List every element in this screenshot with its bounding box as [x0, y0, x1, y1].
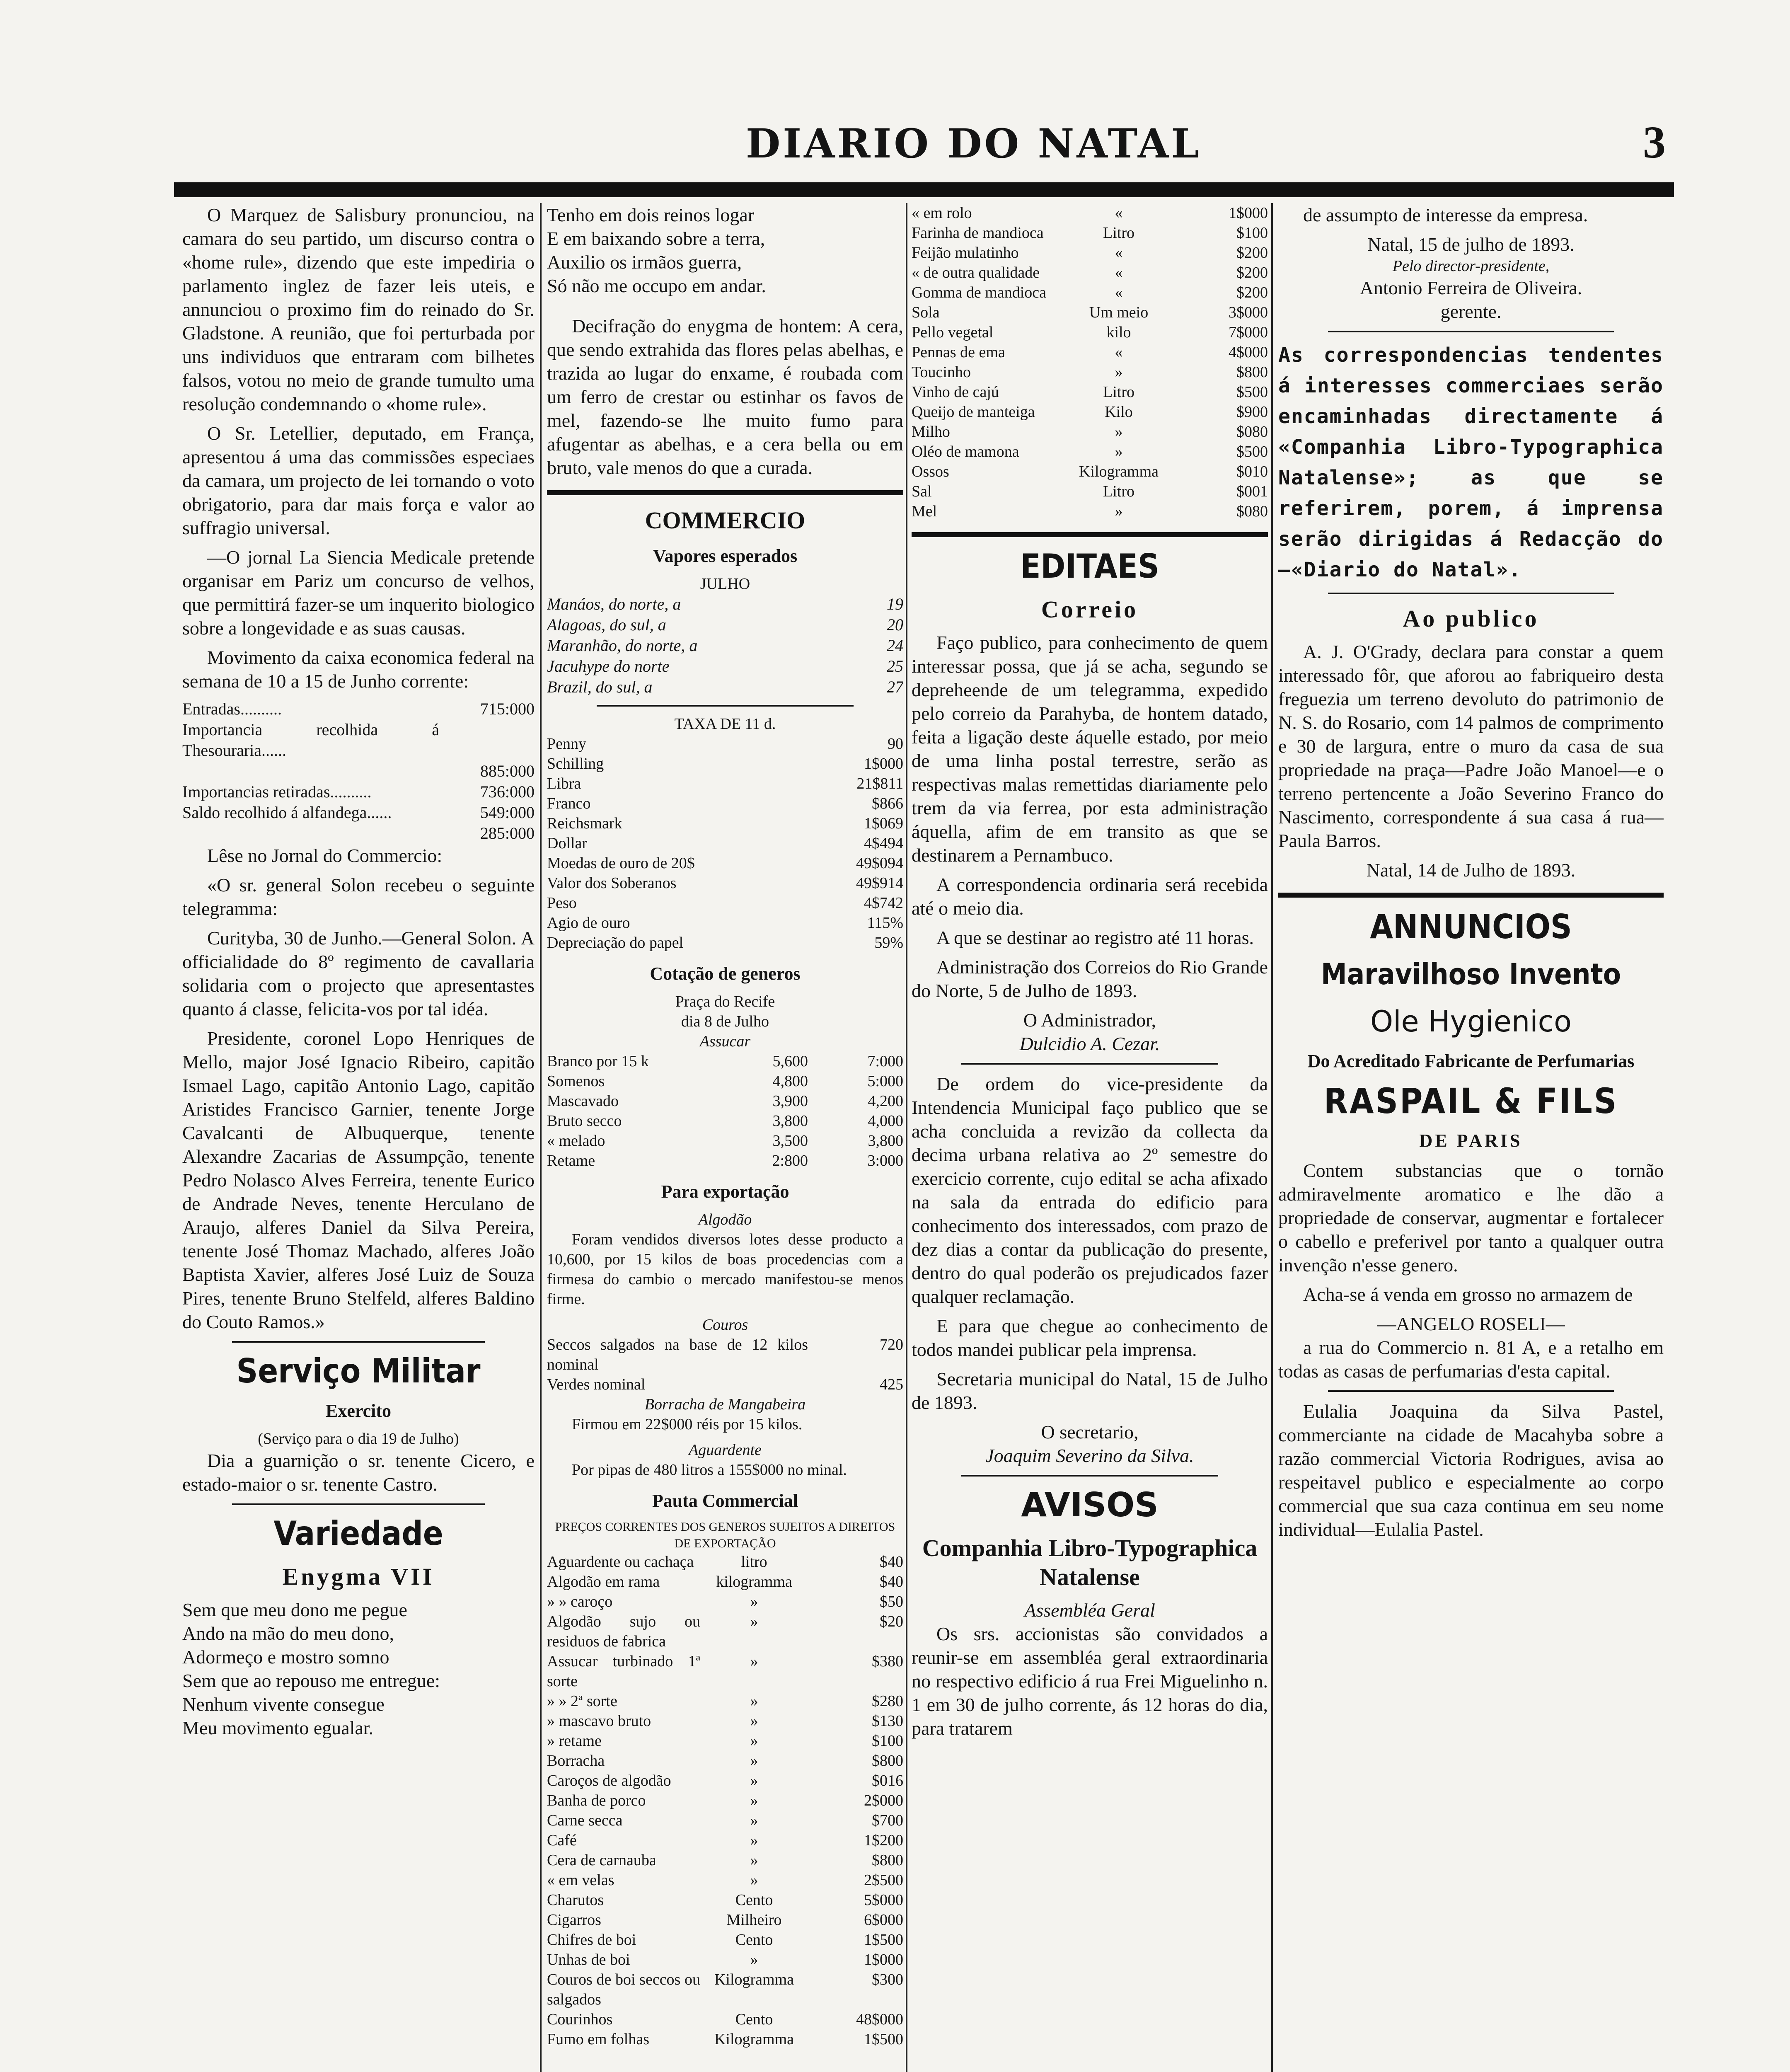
table-row: Retame 2:800 3:000 — [547, 1152, 903, 1169]
table-row: Verdes nominal 425 — [547, 1376, 903, 1393]
table-row: Pennas de ema « 4$000 — [912, 344, 1268, 361]
list-item: Brazil, do sul, a 27 — [547, 678, 903, 696]
table-row: Dollar 4$494 — [547, 835, 903, 852]
table-row: Aguardente ou cachaça litro $40 — [547, 1553, 903, 1571]
raspail-heading: RASPAIL & FILS — [1323, 1081, 1618, 1121]
table-row: « de outra qualidade « $200 — [912, 264, 1268, 281]
enygma-heading: Enygma VII — [282, 1563, 435, 1590]
poem-line: Só não me occupo em andar. — [547, 275, 766, 296]
article-solon: «O sr. general Solon recebeu o seguinte telegramma: — [182, 874, 535, 919]
column-4 — [1278, 203, 1664, 2072]
table-row: Agio de ouro 115% — [547, 914, 903, 932]
table-row: Gomma de mandioca « $200 — [912, 284, 1268, 301]
table-row: Pello vegetal kilo 7$000 — [912, 324, 1268, 341]
decifracao: Decifração do enygma de hontem: A cera, que sendo extrahida das flores pelas abelhas, e trazida ao lugar do enxame, é roubada com um ferro de crestar ou estinhar os favos de mel, fazendo-se lhe muito fumo para afugentar as abelhas, e a cera bella ou em bruto, vale menos do que a curada. — [547, 315, 903, 478]
algodao-heading: Algodão — [698, 1211, 752, 1228]
ledger-row: Saldo recolhido á alfandega...... 549:000 — [182, 803, 535, 822]
taxa-heading: TAXA DE 11 d. — [674, 715, 776, 733]
table-row: Assucar turbinado 1ª sorte » $380 — [547, 1653, 903, 1690]
correio-heading: Correio — [1041, 596, 1139, 623]
table-row: Milho » $080 — [912, 423, 1268, 441]
ledger-row: Importancias retiradas.......... 736:000 — [182, 782, 535, 801]
cotacao-heading: Cotação de generos — [650, 963, 801, 984]
masthead-rule — [174, 182, 1674, 197]
table-row: Vinho de cajú Litro $500 — [912, 383, 1268, 401]
column-2 — [547, 203, 903, 2072]
column-divider — [540, 203, 542, 2072]
pauta-table-continued — [912, 203, 1268, 521]
de-paris-heading: DE PARIS — [1419, 1130, 1523, 1151]
list-item: Manáos, do norte, a 19 — [547, 595, 903, 613]
signature-title: O Administrador, — [1023, 1009, 1156, 1031]
table-row: Bruto secco 3,800 4,000 — [547, 1112, 903, 1130]
newspaper-title: DIARIO DO NATAL — [746, 120, 1202, 167]
list-item: Alagoas, do sul, a 20 — [547, 615, 903, 634]
eulalia-text: Eulalia Joaquina da Silva Pastel, commerciante na cidade de Macahyba sobre a razão commercial Victoria Rodrigues, avisa ao respeitavel publico e especialmente ao corpo commercial que sua caza continua em seu nome individual—Eulalia Pastel. — [1278, 1401, 1664, 1540]
avisos-text: Os srs. accionistas são convidados a reunir-se em assembléa geral extraordinaria no respectivo edificio á rua Frei Miguelinho n. 1 em 30 de julho corrente, ás 12 horas do dia, para tratarem — [912, 1623, 1268, 1739]
correio-text: A que se destinar ao registro até 11 horas. — [936, 927, 1254, 948]
pauta-heading: Pauta Commercial — [652, 1491, 798, 1511]
signature-title: O secretario, — [1041, 1421, 1139, 1443]
ledger-row: Importancia recolhida á Thesouraria...... — [182, 720, 439, 760]
table-row: Somenos 4,800 5:000 — [547, 1072, 903, 1090]
table-row: Reichsmark 1$069 — [547, 815, 903, 832]
exercito-subheading: Exercito — [325, 1401, 392, 1421]
intendencia-text: De ordem do vice-presidente da Intendencia Municipal faço publico que se acha concluida a revizão da collecta da decima urbana relativa ao 2º semestre do exercicio corrente, cujo edital se acha afixado na sala da entrada do edificio para conhecimento dos interessados, com prazo de dez dias a contar da publicação do presente, dentro do qual poderão os prejudicados fazer qualquer reclamação. — [912, 1073, 1268, 1307]
table-row: Seccos salgados na base de 12 kilos nominal 720 — [547, 1336, 903, 1373]
table-row: Café » 1$200 — [547, 1832, 903, 1849]
article-salisbury: O Marquez de Salisbury pronunciou, na camara do seu partido, um discurso contra o «home rule», dizendo que este impediria o parlamento inglez de fazer leis uteis, e annunciou o proximo fim do reinado do Sr. Gladstone. A reunião, que foi perturbada por uns individuos que entraram com bilhetes falsos, votou no meio de grande tumulto uma resolução condemnando o «home rule». — [182, 204, 535, 414]
table-row: » » 2ª sorte » $280 — [547, 1692, 903, 1710]
page-number: 3 — [1643, 117, 1666, 167]
table-row: Feijão mulatinho « $200 — [912, 244, 1268, 261]
commercio-heading: COMMERCIO — [645, 507, 806, 534]
poem-line: Adormeço e mostro somno — [182, 1646, 389, 1668]
table-row: « melado 3,500 3,800 — [547, 1132, 903, 1150]
separator — [547, 490, 903, 495]
table-row: Penny 90 — [547, 735, 903, 753]
exportacao-heading: Para exportação — [661, 1181, 789, 1202]
assembleia-heading: Assembléa Geral — [1024, 1600, 1155, 1621]
table-row: Peso 4$742 — [547, 894, 903, 912]
ole-text: Acha-se á venda em grosso no armazem de — [1303, 1284, 1633, 1305]
poem-line: Sem que meu dono me pegue — [182, 1599, 407, 1620]
separator — [232, 1341, 485, 1343]
algodao-text: Foram vendidos diversos lotes desse producto a 10,600, por 15 kilos de boas procedencias com a firmesa do cambio o mercado manifestou-se menos firme. — [547, 1231, 903, 1308]
column-1 — [182, 203, 535, 2072]
table-row: Valor dos Soberanos 49$914 — [547, 874, 903, 892]
table-row: Mascavado 3,900 4,200 — [547, 1092, 903, 1110]
correio-text: Faço publico, para conhecimento de quem interessar possa, que já se acha, segundo se depreheende de um telegramma, expedido pelo correio da Parahyba, de hontem datado, feita a ligação deste áquelle estado, por meio de uma linha postal terrestre, serão as respectivas malas remettidas diariamente pelo trem da via ferrea, por esta administração áquella, afim de em transito as que se destinarem a Pernambuco. — [912, 632, 1268, 866]
aguardente-text: Por pipas de 480 litros a 155$000 no minal. — [572, 1461, 847, 1479]
table-row: Sola Um meio 3$000 — [912, 304, 1268, 321]
poem-line: Ando na mão do meu dono, — [182, 1623, 394, 1644]
table-row: Borracha » $800 — [547, 1752, 903, 1769]
ledger-row: 285:000 — [480, 824, 535, 842]
column-divider — [1271, 203, 1273, 2072]
table-row: Algodão em rama kilogramma $40 — [547, 1573, 903, 1590]
poem-line: Auxilio os irmãos guerra, — [547, 252, 742, 273]
roseli-text: a rua do Commercio n. 81 A, e a retalho em todas as casas de perfumarias d'esta capital. — [1278, 1337, 1664, 1382]
table-row: Courinhos Cento 48$000 — [547, 2011, 903, 2028]
table-row: Branco por 15 k 5,600 7:000 — [547, 1053, 903, 1070]
ao-publico-text: A. J. O'Grady, declara para constar a quem interessado fôr, que aforou ao fabriqueiro desta freguezia um terreno devoluto do patrimonio de N. S. do Rosario, com 14 palmos de comprimento e 30 de largura, entre o muro da casa de sua propriedade na praça—Padre João Manoel—e o terreno pertencente a João Severino Franco do Nascimento, correspondente á sua casa á rua—Paula Barros. — [1278, 641, 1664, 851]
table-row: Franco $866 — [547, 795, 903, 812]
column-divider — [906, 203, 907, 2072]
table-row: « em velas » 2$500 — [547, 1871, 903, 1889]
poem-line: Sem que ao repouso me entregue: — [182, 1670, 440, 1691]
ao-publico-heading: Ao publico — [1403, 605, 1539, 632]
notice-text: de assumpto de interesse da empresa. — [1303, 204, 1588, 225]
article-officiais: Presidente, coronel Lopo Henriques de Mello, major José Ignacio Ribeiro, capitão Ismael Lago, capitão Antonio Lago, capitão Aristides Francisco Garnier, tenente Jorge Cavalcanti de Albuquerque, tenente Alexandre Zacarias de Assumpção, tenente Pedro Nolasco Alves Ferreira, tenente Eurico de Andrade Neves, tenente Herculano de Araujo, alferes Daniel da Silva Pereira, tenente José Thomaz Machado, alferes João Baptista Xavier, alferes José Luiz de Souza Pires, tenente Bruno Stelfeld, alferes Baldino do Couto Ramos.» — [182, 1028, 535, 1332]
table-row: Sal Litro $001 — [912, 483, 1268, 500]
separator — [1328, 1390, 1614, 1392]
servico-militar-heading: Serviço Militar — [236, 1352, 481, 1390]
table-row: Queijo de manteiga Kilo $900 — [912, 403, 1268, 421]
couros-heading: Couros — [702, 1316, 748, 1334]
article-caixa-economica: Movimento da caixa economica federal na semana de 10 a 15 de Junho corrente: — [182, 647, 535, 692]
column-3 — [912, 203, 1268, 2072]
assucar-heading: Assucar — [699, 1033, 751, 1050]
companhia-heading: Companhia Libro-Typographica Natalense — [922, 1535, 1258, 1590]
pauta-subheading: PREÇOS CORRENTES DOS GENEROS SUJEITOS A DIREITOS DE EXPORTAÇÃO — [555, 1520, 895, 1550]
table-row: » retame » $100 — [547, 1732, 903, 1750]
assucar-table — [547, 1051, 903, 1171]
notice-name: Antonio Ferreira de Oliveira. — [1359, 277, 1582, 298]
variedade-heading: Variedade — [273, 1514, 443, 1553]
table-row: Cigarros Milheiro 6$000 — [547, 1911, 903, 1929]
poem-line: E em baixando sobre a terra, — [547, 228, 765, 249]
invento-heading: Maravilhoso Invento — [1321, 957, 1621, 991]
ole-text: Contem substancias que o tornão admiravelmente aromatico e lhe dão a propriedade de conservar, augmentar e fortalecer o cabello e preferivel por tanto a qualquer outra invenção n'esse genero. — [1278, 1160, 1664, 1276]
ledger — [182, 699, 535, 844]
separator — [1278, 893, 1664, 898]
table-row: Algodão sujo ou residuos de fabrica » $20 — [547, 1613, 903, 1650]
table-row: Moedas de ouro de 20$ 49$094 — [547, 854, 903, 872]
editaes-heading: EDITAES — [1020, 547, 1159, 586]
enygma-poem-continued — [547, 203, 903, 298]
article-siencia-medicale: —O jornal La Siencia Medicale pretende organisar em Pariz um concurso de velhos, que permittirá fazer-se um inquerito biologico sobre a longevidade e as suas causas. — [182, 547, 535, 639]
notice-name-role: gerente. — [1440, 301, 1502, 322]
roseli-name: —ANGELO ROSELI— — [1377, 1313, 1565, 1334]
annuncios-heading: ANNUNCIOS — [1370, 908, 1572, 946]
separator — [232, 1503, 485, 1505]
table-row: Mel » $080 — [912, 503, 1268, 520]
table-row: Chifres de boi Cento 1$500 — [547, 1931, 903, 1949]
masthead — [174, 117, 1674, 182]
table-row: Ossos Kilogramma $010 — [912, 463, 1268, 480]
table-row: Cera de carnauba » $800 — [547, 1852, 903, 1869]
ledger-row: Entradas.......... 715:000 — [182, 700, 535, 718]
poem-line: Tenho em dois reinos logar — [547, 204, 755, 225]
ao-publico-date: Natal, 14 de Julho de 1893. — [1366, 859, 1576, 881]
table-row: Libra 21$811 — [547, 775, 903, 792]
fabricante-heading: Do Acreditado Fabricante de Perfumarias — [1307, 1051, 1635, 1071]
separator — [961, 1063, 1218, 1065]
table-row: Charutos Cento 5$000 — [547, 1891, 903, 1909]
list-item: Maranhão, do norte, a 24 — [547, 636, 903, 655]
table-row: Caroços de algodão » $016 — [547, 1772, 903, 1789]
list-item: Jacuhype do norte 25 — [547, 657, 903, 675]
correio-text: Administração dos Correios do Rio Grande do Norte, 5 de Julho de 1893. — [912, 956, 1268, 1001]
enygma-poem — [182, 1598, 535, 1740]
correspondence-notice: As correspondencias tendentes á interesses commerciaes serão encaminhadas directamente á «Companhia Libro-Typographica Natalense»; as que se referirem, porem, á imprensa serão dirigidas á Redacção do —«Diario do Natal». — [1278, 344, 1664, 581]
taxa-table — [547, 734, 903, 953]
ole-heading: Ole Hygienico — [1370, 1005, 1572, 1038]
vapores-month: JULHO — [700, 575, 750, 593]
separator — [1328, 331, 1614, 332]
poem-line: Nenhum vivente consegue — [182, 1694, 385, 1715]
servico-date: (Serviço para o dia 19 de Julho) — [258, 1430, 459, 1447]
table-row: Unhas de boi » 1$000 — [547, 1951, 903, 1968]
table-row: « em rolo « 1$000 — [912, 204, 1268, 222]
table-row: Toucinho » $800 — [912, 363, 1268, 381]
table-row: Couros de boi seccos ou salgados Kilogramma $300 — [547, 1971, 903, 2008]
pauta-table — [547, 1552, 903, 2049]
signature-name: Dulcidio A. Cezar. — [1019, 1033, 1160, 1054]
table-row: Oléo de mamona » $500 — [912, 443, 1268, 460]
cotacao-date: dia 8 de Julho — [681, 1013, 769, 1030]
table-row: Schilling 1$000 — [547, 755, 903, 772]
intendencia-text: Secretaria municipal do Natal, 15 de Julho de 1893. — [912, 1368, 1268, 1413]
vapores-list — [547, 594, 903, 697]
separator — [1328, 593, 1614, 594]
separator — [597, 705, 854, 707]
servico-text: Dia a guarnição o sr. tenente Cicero, e estado-maior o sr. tenente Castro. — [182, 1450, 535, 1495]
article-letellier: O Sr. Letellier, deputado, em França, apresentou á uma das commissões especiaes da camara, um projecto de lei tornando o voto obrigatorio, para dar mais força e valor ao suffragio universal. — [182, 423, 535, 538]
ledger-row: 885:000 — [480, 762, 535, 780]
article-telegramma: Curityba, 30 de Junho.—General Solon. A officialidade do 8º regimento de cavallaria solidaria com o projecto que apresentastes quanto á classe, felicita-vos por tal idéa. — [182, 927, 535, 1019]
table-row: » mascavo bruto » $130 — [547, 1712, 903, 1730]
table-row: Carne secca » $700 — [547, 1812, 903, 1829]
aguardente-heading: Aguardente — [689, 1441, 762, 1459]
article-jornal-commercio: Lêse no Jornal do Commercio: — [207, 845, 443, 866]
intendencia-text: E para que chegue ao conhecimento de todos mandei publicar pela imprensa. — [912, 1315, 1268, 1360]
separator — [912, 532, 1268, 537]
separator — [961, 1475, 1218, 1477]
correio-text: A correspondencia ordinaria será recebida até o meio dia. — [912, 874, 1268, 919]
table-row: Fumo em folhas Kilogramma 1$500 — [547, 2031, 903, 2048]
table-row: Banha de porco » 2$000 — [547, 1792, 903, 1809]
signature-name: Joaquim Severino da Silva. — [985, 1445, 1194, 1466]
borracha-text: Firmou em 22$000 réis por 15 kilos. — [572, 1416, 803, 1433]
vapores-heading: Vapores esperados — [653, 546, 798, 566]
avisos-heading: AVISOS — [1021, 1486, 1159, 1524]
table-row: Farinha de mandioca Litro $100 — [912, 224, 1268, 242]
cotacao-place: Praça do Recife — [675, 993, 775, 1010]
notice-role: Pelo director-presidente, — [1392, 257, 1550, 275]
borracha-heading: Borracha de Mangabeira — [644, 1396, 806, 1413]
poem-line: Meu movimento egualar. — [182, 1717, 374, 1738]
table-row: » » caroço » $50 — [547, 1593, 903, 1610]
notice-date: Natal, 15 de julho de 1893. — [1367, 234, 1575, 255]
table-row: Depreciação do papel 59% — [547, 934, 903, 951]
